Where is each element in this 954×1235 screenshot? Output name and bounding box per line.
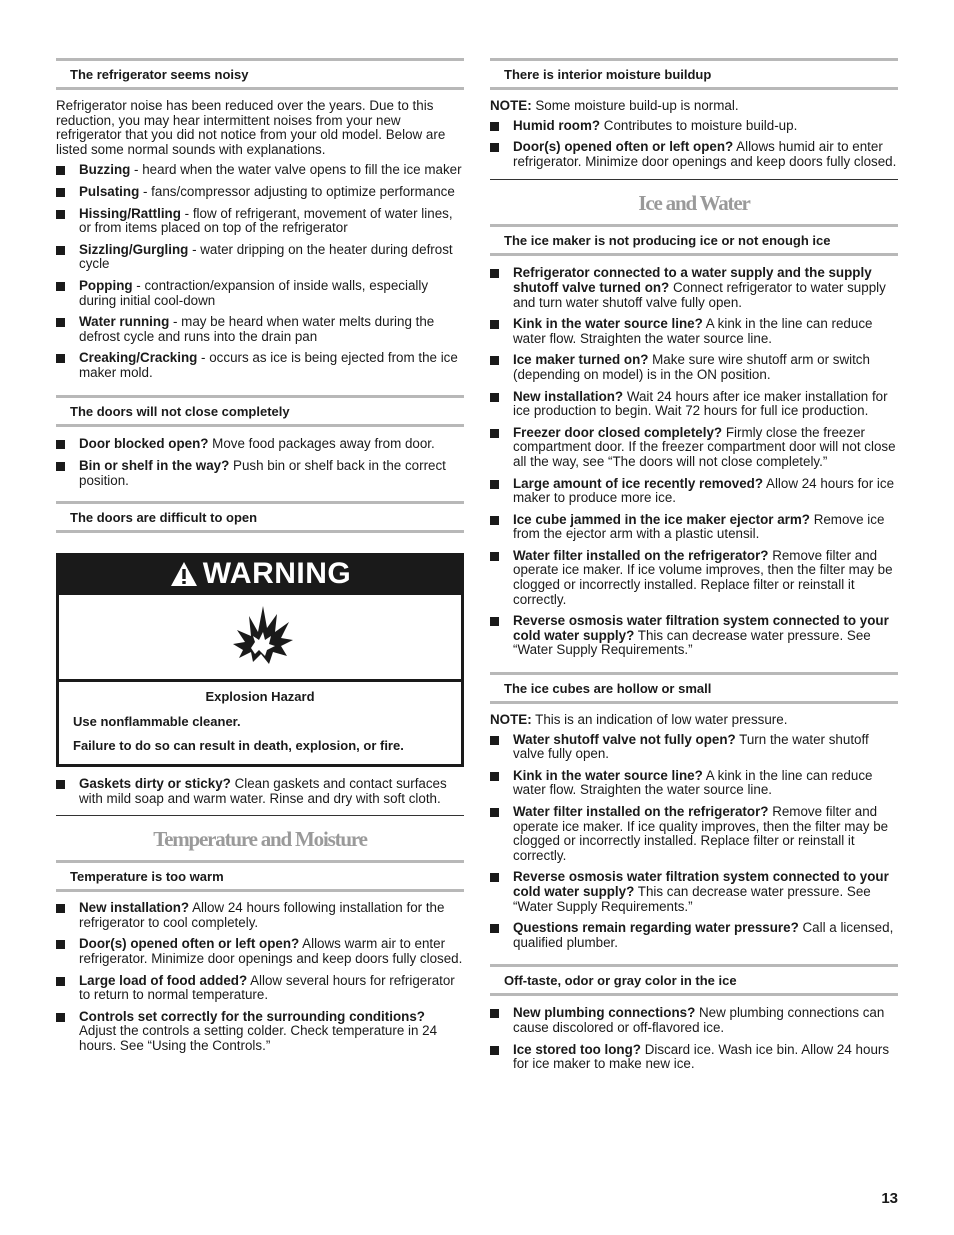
list-item-term: Popping xyxy=(79,277,133,293)
list-item-term: Reverse osmosis water filtration system connected to your cold water supply? xyxy=(513,869,889,899)
list-item xyxy=(490,805,898,863)
hollow-note xyxy=(490,713,898,728)
hazard-title: Explosion Hazard xyxy=(205,689,315,705)
list-item-term: Gaskets dirty or sticky? xyxy=(79,776,231,792)
list-item xyxy=(490,614,898,658)
taste-list xyxy=(490,1006,898,1071)
list-item-term: Large amount of ice recently removed? xyxy=(513,475,764,491)
subheading-hollow: The ice cubes are hollow or small xyxy=(490,672,898,704)
list-item xyxy=(56,351,464,380)
list-item-term: Pulsating xyxy=(79,183,140,199)
list-item-term: Refrigerator connected to a water supply and the supply shutoff valve turned on? xyxy=(513,265,872,295)
list-item-term: New installation? xyxy=(79,900,190,916)
list-item-text: - heard when the water valve opens to fill the ice maker xyxy=(130,162,462,178)
list-item-text: This can decrease water pressure. See “Water Supply Requirements.” xyxy=(513,883,871,914)
list-item-term: New plumbing connections? xyxy=(513,1005,696,1021)
list-item-text: Allow 24 hours following installation for the refrigerator to cool completely. xyxy=(79,900,445,930)
list-item-text: - water dripping on the heater during defrost cycle xyxy=(79,241,453,272)
warning-line-1: Use nonflammable cleaner. xyxy=(73,713,241,729)
list-item-term: Ice maker turned on? xyxy=(513,352,649,368)
hollow-note-text: This is an indication of low water pressure. xyxy=(531,712,788,728)
list-item xyxy=(490,733,898,762)
list-item-text: Discard ice. Wash ice bin. Allow 24 hours for ice maker to make new ice. xyxy=(513,1041,890,1072)
list-item-term: Water filter installed on the refrigerator? xyxy=(513,804,769,819)
list-item-text: A kink in the line can reduce water flow. Straighten the water source line. xyxy=(513,767,873,798)
list-item-term: Humid room? xyxy=(513,117,601,133)
list-item xyxy=(490,119,898,134)
list-item xyxy=(490,769,898,798)
moisture-list xyxy=(490,119,898,170)
temp-list xyxy=(56,901,464,1053)
list-item-term: Sizzling/Gurgling xyxy=(79,241,189,257)
moisture-note-label: NOTE: xyxy=(490,98,532,113)
list-item xyxy=(490,1043,898,1072)
explosion-icon-area xyxy=(59,592,461,682)
subheading-temp-warm: Temperature is too warm xyxy=(56,860,464,892)
left-column xyxy=(56,58,464,1054)
list-item-text: Remove filter and operate ice maker. If ice quality improves, then the filter may be clogged or incorrectly installed. Replace filter or reinstall it correctly. xyxy=(513,804,889,863)
list-item xyxy=(490,1006,898,1035)
list-item-text: Remove ice from the ejector arm with a plastic utensil. xyxy=(513,511,885,542)
list-item-term: Bin or shelf in the way? xyxy=(79,458,230,474)
list-item-text: Wait 24 hours after ice maker installation for ice production to begin. Wait 72 hours for full ice production. xyxy=(513,388,888,419)
list-item-text: - flow of refrigerant, movement of water lines, or from items placed on top of the refrigerator xyxy=(79,205,453,236)
section-temperature-moisture: Temperature and Moisture xyxy=(56,815,464,860)
list-item-text: - occurs as ice is being ejected from the ice maker mold. xyxy=(79,350,458,380)
section-ice-water: Ice and Water xyxy=(490,179,898,224)
list-item-term: Water shutoff valve not fully open? xyxy=(513,731,736,747)
doors-close-list xyxy=(56,437,464,489)
warning-line-2: Failure to do so can result in death, explosion, or fire. xyxy=(73,738,404,754)
list-item-term: Water filter installed on the refrigerator? xyxy=(513,547,769,563)
list-item-term: Kink in the water source line? xyxy=(513,316,703,332)
list-item-term: Water running xyxy=(79,314,170,330)
list-item-text: - fans/compressor adjusting to optimize performance xyxy=(139,183,455,199)
list-item-text: Move food packages away from door. xyxy=(208,435,435,451)
moisture-note xyxy=(490,99,898,114)
warning-triangle-icon xyxy=(169,560,203,588)
list-item-text: Make sure wire shutoff arm or switch (depending on model) is in the ON position. xyxy=(513,352,870,382)
list-item-term: Buzzing xyxy=(79,162,131,178)
list-item-term: Door(s) opened often or left open? xyxy=(79,936,300,952)
list-item-term: Ice cube jammed in the ice maker ejector arm? xyxy=(513,511,810,527)
list-item-text: - contraction/expansion of inside walls, especially during initial cool-down xyxy=(79,277,429,308)
list-item xyxy=(490,390,898,419)
list-item-term: Questions remain regarding water pressure? xyxy=(513,920,799,936)
list-item xyxy=(56,163,464,178)
subheading-icemaker: The ice maker is not producing ice or not enough ice xyxy=(490,224,898,256)
list-item-text: Allows warm air to enter refrigerator. Minimize door openings and keep doors fully closed. xyxy=(79,936,463,967)
subheading-noisy: The refrigerator seems noisy xyxy=(56,58,464,90)
list-item-text: Firmly close the freezer compartment door. If the freezer compartment door will not close all the way, see “The doors will not close completely.” xyxy=(513,424,896,469)
subheading-taste: Off-taste, odor or gray color in the ice xyxy=(490,964,898,996)
list-item-term: Door(s) opened often or left open? xyxy=(513,139,734,155)
right-column xyxy=(490,58,898,1072)
list-item xyxy=(490,921,898,950)
list-item-text: Allow 24 hours for ice maker to produce more ice. xyxy=(513,475,895,506)
list-item-text: Contributes to moisture build-up. xyxy=(600,117,798,133)
list-item-text: Remove filter and operate ice maker. If ice volume improves, then the filter may be clogged or incorrectly installed. Replace filter or reinstall it correctly. xyxy=(513,547,893,607)
list-item-text: Allows humid air to enter refrigerator. Minimize door openings and keep doors fully closed. xyxy=(513,139,897,169)
list-item-text: Turn the water shutoff valve fully open. xyxy=(513,731,869,762)
noisy-list xyxy=(56,163,464,380)
list-item-term: Kink in the water source line? xyxy=(513,767,703,783)
list-item xyxy=(56,777,464,806)
warning-text xyxy=(59,682,461,764)
warning-label: WARNING xyxy=(202,556,352,590)
list-item xyxy=(56,459,464,488)
list-item-text: Connect refrigerator to water supply and turn water shutoff valve fully open. xyxy=(513,279,886,310)
list-item-term: Ice stored too long? xyxy=(513,1041,641,1057)
list-item-term: Freezer door closed completely? xyxy=(513,424,723,440)
icemaker-list xyxy=(490,266,898,658)
list-item-term: New installation? xyxy=(513,388,624,404)
list-item xyxy=(490,353,898,382)
page-number: 13 xyxy=(881,1190,898,1207)
list-item xyxy=(490,549,898,607)
list-item-term: Creaking/Cracking xyxy=(79,350,198,366)
list-item xyxy=(56,1010,464,1054)
list-item-text: Allow several hours for refrigerator to return to normal temperature. xyxy=(79,972,455,1003)
list-item xyxy=(490,477,898,506)
list-item xyxy=(56,315,464,344)
list-item-term: Controls set correctly for the surrounding conditions? xyxy=(79,1008,425,1024)
list-item xyxy=(56,185,464,200)
list-item-term: Reverse osmosis water filtration system connected to your cold water supply? xyxy=(513,613,889,643)
noisy-intro: Refrigerator noise has been reduced over the years. Due to this reduction, you may hear intermittent noises from your new refrigerator that you did not notice from your old model. Below are listed some normal sounds with explanations. xyxy=(56,98,446,157)
list-item-term: Large load of food added? xyxy=(79,972,248,988)
list-item-term: Door blocked open? xyxy=(79,435,209,451)
list-item-text: This can decrease water pressure. See “Water Supply Requirements.” xyxy=(513,627,871,658)
hollow-note-label: NOTE: xyxy=(490,712,532,728)
list-item xyxy=(56,901,464,930)
list-item xyxy=(490,870,898,914)
moisture-note-text: Some moisture build-up is normal. xyxy=(531,98,739,113)
subheading-doors-close: The doors will not close completely xyxy=(56,395,464,427)
list-item xyxy=(490,140,898,169)
list-item-text: New plumbing connections can cause discolored or off-flavored ice. xyxy=(513,1005,885,1035)
list-item xyxy=(56,974,464,1003)
explosion-icon xyxy=(225,604,295,670)
list-item-text: Adjust the controls a setting colder. Check temperature in 24 hours. See “Using the Controls.” xyxy=(79,1023,438,1053)
list-item-term: Hissing/Rattling xyxy=(79,205,181,221)
list-item-text: Call a licensed, qualified plumber. xyxy=(513,920,894,950)
list-item xyxy=(56,207,464,236)
subheading-doors-open: The doors are difficult to open xyxy=(56,501,464,533)
warning-banner xyxy=(59,556,461,592)
list-item xyxy=(56,279,464,308)
warning-box xyxy=(56,553,464,767)
list-item xyxy=(490,426,898,470)
list-item-text: - may be heard when water melts during the defrost cycle and runs into the drain pan xyxy=(79,314,435,344)
list-item xyxy=(490,513,898,542)
subheading-moisture: There is interior moisture buildup xyxy=(490,58,898,90)
list-item-text: Clean gaskets and contact surfaces with mild soap and warm water. Rinse and dry with soft cloth. xyxy=(79,776,447,806)
list-item xyxy=(56,437,464,452)
list-item xyxy=(56,243,464,272)
gaskets-list xyxy=(56,777,464,806)
hollow-list xyxy=(490,733,898,951)
list-item-text: Push bin or shelf back in the correct position. xyxy=(79,458,446,488)
list-item-text: A kink in the line can reduce water flow. Straighten the water source line. xyxy=(513,316,873,346)
list-item xyxy=(56,937,464,966)
list-item xyxy=(490,266,898,310)
list-item xyxy=(490,317,898,346)
